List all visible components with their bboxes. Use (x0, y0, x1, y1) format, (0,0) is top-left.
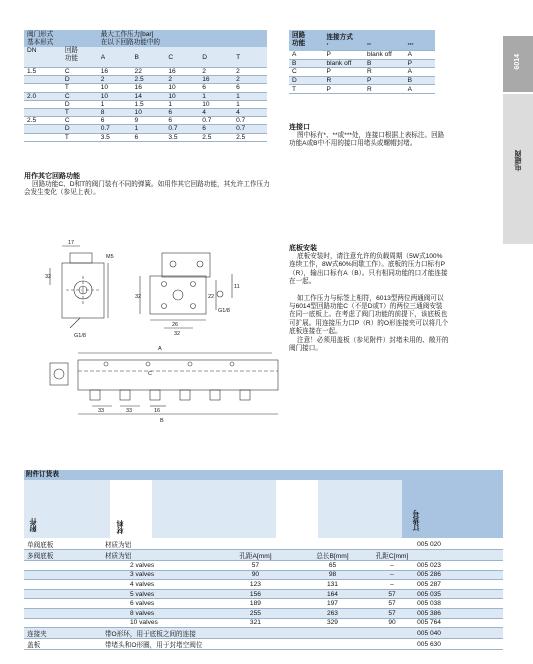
accessory-a-cell: 57 (216, 561, 295, 571)
base-install-p2: 如工作压力与标签上相符，6013型两位两通阀可以与6014型回路功能C（不是D或T）的两位三通阀安装在同一底板上。在考虑了阀门功能的前提下，该底板也可扩展。用连接压力口P（R）的O形连接夹可以将几个底板连接在一起。 (289, 294, 449, 336)
accessory-a-cell (216, 639, 295, 650)
accessory-name-cell: 多阀底板 (24, 550, 102, 561)
connection-table (289, 30, 435, 94)
pressure-value-cell: 4 (199, 108, 233, 116)
accessory-order-cell: 005 038 (414, 599, 503, 609)
accessory-b-cell: 263 (295, 608, 370, 618)
accessory-order-cell (414, 550, 503, 561)
conn-port-body: 图中标有*、**或***处，连接口根据上表标注。回路功能A或B中不用的接口用堵头或螺帽封堵。 (289, 132, 445, 148)
accessory-mat-cell: 材质为铝 (102, 539, 216, 550)
accessory-b-cell: 329 (295, 618, 370, 628)
accessory-a-cell: 123 (216, 580, 295, 590)
pressure-function-cell: D (62, 76, 98, 84)
accessory-c-cell: 57 (370, 608, 414, 618)
pressure-value-cell: 2.5 (199, 133, 233, 141)
pressure-value-cell: 4 (233, 108, 267, 116)
pressure-value-cell: 1 (132, 125, 166, 133)
accessory-a-cell: 孔距A[mm] (216, 550, 295, 561)
accessory-mat-cell: 带O形环，用于底板之间的连接 (102, 628, 216, 639)
pressure-dn-cell (24, 76, 62, 84)
connection-row (289, 51, 435, 60)
pressure-value-cell: 6 (165, 117, 199, 125)
pressure-dn-cell: 1.5 (24, 68, 62, 76)
pressure-value-cell: 1 (199, 92, 233, 100)
pressure-value-cell: 2 (98, 76, 132, 84)
accessory-c-cell: – (370, 561, 414, 571)
dim-m5: M5 (106, 254, 114, 260)
pressure-value-cell: 2.5 (233, 133, 267, 141)
accessory-name-cell (24, 580, 102, 590)
accessory-row (24, 618, 503, 628)
col-d-header: D (199, 47, 233, 68)
pressure-row (24, 68, 267, 76)
pressure-function-cell: C (62, 117, 98, 125)
accessory-c-cell (370, 628, 414, 639)
accessory-c-cell: – (370, 580, 414, 590)
dim-26: 26 (172, 322, 179, 328)
accessory-order-cell: 005 764 (414, 618, 503, 628)
accessory-order-cell: 005 040 (414, 628, 503, 639)
pressure-value-cell: 0.7 (165, 125, 199, 133)
accessories-title: 附件订货表 (24, 470, 503, 480)
dim-16: 16 (154, 408, 161, 414)
max-pressure-header: 最大工作压力[bar] (100, 31, 154, 38)
accessory-order-cell: 005 386 (414, 608, 503, 618)
pressure-row (24, 92, 267, 100)
accessory-name-cell (24, 589, 102, 599)
pressure-row (24, 125, 267, 133)
dim-b: B (160, 418, 164, 424)
accessory-row (24, 570, 503, 580)
accessory-b-cell: 197 (295, 599, 370, 609)
accessory-b-cell (295, 639, 370, 650)
accessory-b-cell: 98 (295, 570, 370, 580)
connection-value-cell: P (364, 76, 405, 85)
pressure-dn-cell (24, 133, 62, 141)
accessory-b-cell: 总长B[mm] (295, 550, 370, 561)
connection-value-cell: B (364, 59, 405, 68)
pressure-function-cell: D (62, 100, 98, 108)
accessory-a-cell: 90 (216, 570, 295, 580)
accessory-b-cell: 131 (295, 580, 370, 590)
col-material-header: 材料 (117, 520, 124, 534)
pressure-value-cell: 0.7 (199, 117, 233, 125)
connection-value-cell: A (405, 51, 435, 60)
dim-22: 22 (208, 294, 215, 300)
accessory-mat-cell: 6 valves (102, 599, 216, 609)
connection-function-cell: B (289, 59, 323, 68)
accessory-c-cell: 57 (370, 599, 414, 609)
accessory-c-cell: 57 (370, 589, 414, 599)
sidebar-tab-6014-label: 6014 (514, 54, 521, 70)
pressure-value-cell: 9 (132, 117, 166, 125)
base-install-section (289, 243, 449, 353)
accessory-mat-cell: 2 valves (102, 561, 216, 571)
connection-value-cell: blank off (364, 51, 405, 60)
connection-value-cell: R (323, 76, 364, 85)
other-use-section (24, 171, 274, 198)
dim-33-a: 33 (98, 408, 105, 414)
pressure-value-cell: 1 (165, 100, 199, 108)
pressure-row (24, 84, 267, 92)
pressure-value-cell: 1 (233, 100, 267, 108)
valve-form-header: 阀门形式 (27, 31, 54, 38)
accessory-row (24, 561, 503, 571)
sidebar (503, 30, 533, 664)
pressure-value-cell: 10 (165, 92, 199, 100)
accessory-a-cell (216, 628, 295, 639)
accessory-order-cell: 005 630 (414, 639, 503, 650)
pressure-value-cell: 6 (233, 84, 267, 92)
pressure-row (24, 117, 267, 125)
connection-value-cell: A (405, 85, 435, 94)
pressure-row (24, 76, 267, 84)
accessory-row (24, 599, 503, 609)
accessories-header (24, 480, 503, 538)
base-install-title: 底板安装 (289, 245, 317, 252)
accessory-name-cell (24, 561, 102, 571)
accessory-mat-cell: 3 valves (102, 570, 216, 580)
connection-function-cell: T (289, 85, 323, 94)
accessory-c-cell: 孔距C[mm] (370, 550, 414, 561)
accessory-c-cell: – (370, 570, 414, 580)
accessory-name-cell (24, 570, 102, 580)
accessory-row (24, 580, 503, 590)
pressure-value-cell: 8 (98, 108, 132, 116)
pressure-value-cell: 6 (165, 108, 199, 116)
dim-a: A (158, 346, 162, 352)
pressure-value-cell: 10 (199, 100, 233, 108)
accessory-name-cell: 盖板 (24, 639, 102, 650)
connection-function-cell: C (289, 68, 323, 77)
accessory-a-cell: 189 (216, 599, 295, 609)
pressure-value-cell: 0.7 (233, 125, 267, 133)
accessories-table (24, 539, 503, 650)
pressure-value-cell: 6 (132, 133, 166, 141)
connection-row (289, 76, 435, 85)
accessory-row (24, 628, 503, 639)
pressure-function-cell: T (62, 84, 98, 92)
accessory-order-cell: 005 035 (414, 589, 503, 599)
accessory-b-cell (295, 628, 370, 639)
pressure-value-cell: 6 (199, 84, 233, 92)
accessory-name-cell: 连接夹 (24, 628, 102, 639)
connection-value-cell: R (364, 85, 405, 94)
connection-value-cell: A (405, 68, 435, 77)
pressure-value-cell: 2 (233, 68, 267, 76)
pressure-value-cell: 1 (98, 100, 132, 108)
accessory-c-cell (370, 639, 414, 650)
accessory-mat-cell: 8 valves (102, 608, 216, 618)
sidebar-tab-6014[interactable] (503, 36, 533, 92)
accessory-row (24, 550, 503, 561)
basic-form-header: 基本形式 (27, 39, 54, 46)
technical-drawing (40, 238, 290, 450)
conn-circuit-header: 回路 功能 (289, 30, 323, 51)
side-view-body (62, 263, 104, 318)
connection-value-cell: R (364, 68, 405, 77)
pressure-table (24, 30, 267, 142)
pressure-function-cell: T (62, 133, 98, 141)
dim-17: 17 (68, 240, 75, 246)
dim-11: 11 (234, 284, 240, 290)
sidebar-tab-solenoid-label: 电磁阀 (515, 150, 522, 171)
accessory-name-cell (24, 608, 102, 618)
pressure-value-cell: 1 (233, 92, 267, 100)
accessory-row (24, 608, 503, 618)
front-view-end (50, 363, 68, 385)
dim-32-bottom: 32 (174, 331, 181, 337)
connection-row (289, 85, 435, 94)
pressure-value-cell: 1.5 (132, 100, 166, 108)
accessory-row (24, 639, 503, 650)
pressure-value-cell: 16 (199, 76, 233, 84)
connection-function-cell: D (289, 76, 323, 85)
pressure-value-cell: 14 (132, 92, 166, 100)
col-a-header: A (98, 47, 132, 68)
other-use-body: 回路功能C、D和T的阀门装有不同的弹簧。如用作其它回路功能，其允许工作压力会发生变化（参见上表）。 (24, 181, 270, 197)
connection-value-cell: P (323, 68, 364, 77)
pressure-value-cell: 3.5 (165, 133, 199, 141)
connection-value-cell: P (323, 51, 364, 60)
accessory-b-cell (295, 539, 370, 550)
conn-method-header: 连接方式 (323, 30, 435, 42)
accessory-a-cell (216, 539, 295, 550)
pressure-value-cell: 10 (165, 84, 199, 92)
pressure-value-cell: 10 (132, 108, 166, 116)
accessory-b-cell: 65 (295, 561, 370, 571)
base-install-p3: 注意！必须用盖板（参见附件）封堵未用的、敞开的阀门接口。 (289, 336, 449, 353)
pressure-dn-cell (24, 84, 62, 92)
other-use-title: 用作其它回路功能 (24, 173, 80, 180)
accessory-a-cell: 156 (216, 589, 295, 599)
accessory-mat-cell: 5 valves (102, 589, 216, 599)
accessory-order-cell: 005 287 (414, 580, 503, 590)
conn-col-1-header: * (323, 42, 364, 51)
pressure-value-cell: 16 (165, 68, 199, 76)
col-t-header: T (233, 47, 267, 68)
pressure-value-cell: 10 (98, 92, 132, 100)
pressure-function-cell: D (62, 125, 98, 133)
pressure-function-cell: C (62, 92, 98, 100)
dim-g18-left: G1/8 (74, 333, 86, 339)
accessory-name-cell: 单阀底板 (24, 539, 102, 550)
connection-row (289, 68, 435, 77)
dim-g18-right: G1/8 (218, 308, 230, 314)
accessory-c-cell: 90 (370, 618, 414, 628)
pressure-row (24, 100, 267, 108)
pressure-value-cell: 0.7 (233, 117, 267, 125)
accessory-a-cell: 255 (216, 608, 295, 618)
pressure-dn-cell: 2.5 (24, 117, 62, 125)
accessory-b-cell: 164 (295, 589, 370, 599)
pressure-dn-cell (24, 125, 62, 133)
pressure-value-cell: 10 (98, 84, 132, 92)
dim-32-center: 32 (135, 294, 142, 300)
pressure-value-cell: 2.5 (132, 76, 166, 84)
pressure-value-cell: 16 (98, 68, 132, 76)
accessory-name-cell (24, 618, 102, 628)
col-b-header: B (132, 47, 166, 68)
col-accessory-header: 附件 (30, 518, 37, 532)
pressure-dn-cell: 2.0 (24, 92, 62, 100)
pressure-value-cell: 22 (132, 68, 166, 76)
connection-value-cell: P (323, 85, 364, 94)
accessory-mat-cell: 带堵头和O形圈，用于封堵空阀位 (102, 639, 216, 650)
accessory-mat-cell: 4 valves (102, 580, 216, 590)
connection-value-cell: blank off (323, 59, 364, 68)
dn-header: DN (24, 47, 62, 68)
pressure-function-cell: C (62, 68, 98, 76)
pressure-value-cell: 6 (98, 117, 132, 125)
sidebar-tab-solenoid[interactable] (503, 94, 533, 244)
dim-32-left: 32 (45, 274, 52, 280)
accessory-mat-cell: 材质为铝 (102, 550, 216, 561)
conn-col-3-header: *** (405, 42, 435, 51)
pressure-value-cell: 2 (199, 68, 233, 76)
accessory-order-cell: 005 023 (414, 561, 503, 571)
accessory-row (24, 539, 503, 550)
connection-function-cell: A (289, 51, 323, 60)
pressure-dn-cell (24, 100, 62, 108)
col-c-header: C (165, 47, 199, 68)
circuit-function-header: 回路 功能 (62, 47, 98, 68)
pressure-value-cell: 2 (233, 76, 267, 84)
connection-value-cell: B (405, 76, 435, 85)
pressure-value-cell: 16 (132, 84, 166, 92)
col-order-header: 订货号 (413, 510, 420, 531)
pressure-value-cell: 0.7 (98, 125, 132, 133)
pressure-value-cell: 6 (199, 125, 233, 133)
base-install-p1: 底板安装时，请注意允许的负载周期（5W式100%连续工作，8W式60%间歇工作）。底板的压力口标有P（R），输出口标有A（B）。只有相同功能的口才能连接在一起。 (289, 253, 448, 286)
accessory-order-cell: 005 020 (414, 539, 503, 550)
accessory-order-cell: 005 286 (414, 570, 503, 580)
connection-value-cell: P (405, 59, 435, 68)
plan-view-body (150, 276, 206, 314)
accessory-name-cell (24, 599, 102, 609)
connection-row (289, 59, 435, 68)
accessory-a-cell: 321 (216, 618, 295, 628)
conn-port-section (289, 122, 449, 149)
pressure-dn-cell (24, 108, 62, 116)
pressure-row (24, 133, 267, 141)
pressure-function-cell: T (62, 108, 98, 116)
pressure-value-cell: 2 (165, 76, 199, 84)
accessory-c-cell (370, 539, 414, 550)
dim-c: C (148, 371, 152, 377)
accessory-row (24, 589, 503, 599)
side-view-top (70, 253, 92, 263)
pressure-row (24, 108, 267, 116)
pressure-value-cell: 3.5 (98, 133, 132, 141)
accessory-mat-cell: 10 valves (102, 618, 216, 628)
conn-port-title: 连接口 (289, 124, 310, 131)
circuit-note-header: 在以下回路功能中的 (100, 39, 161, 46)
dim-33-b: 33 (126, 408, 133, 414)
conn-col-2-header: ** (364, 42, 405, 51)
